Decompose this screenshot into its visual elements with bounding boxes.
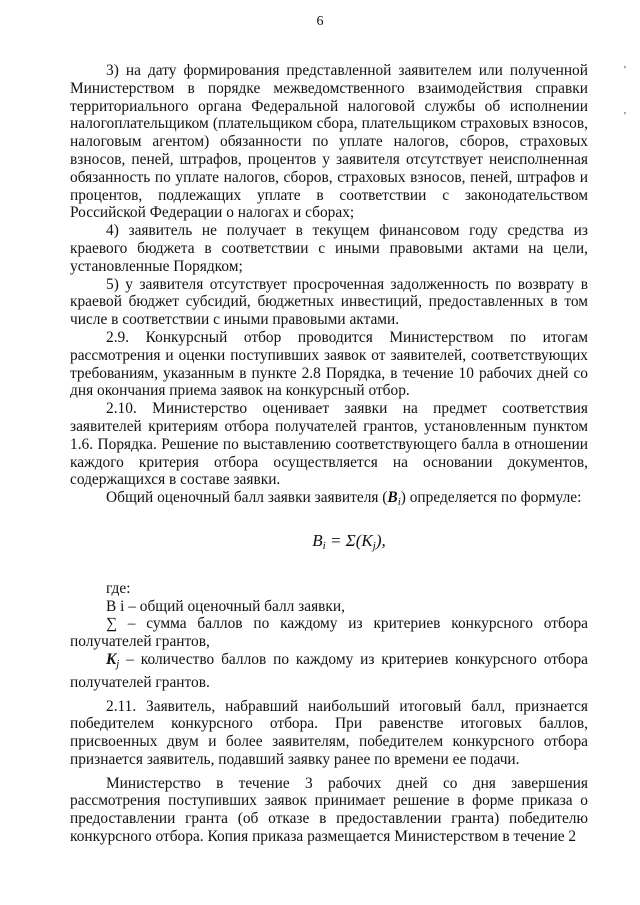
formula-mid-sub: j	[372, 539, 376, 552]
paragraph-item-4: 4) заявитель не получает в текущем финансовом году средства из краевого бюджета в соответствии с иными правовыми актами на цели, установленные Порядком;	[70, 222, 588, 275]
paragraph-score-intro	[70, 489, 588, 512]
page-number: 6	[316, 14, 324, 29]
definition-k	[70, 651, 588, 692]
score-symbol: B	[387, 489, 398, 507]
paragraph-2-11: 2.11. Заявитель, набравший наибольший итоговый балл, признается победителем конкурсного отбора. При равенстве итоговых баллов, присвоенных двум и более заявителям, победителем конкурсного отбора признается заявитель, подавший заявку ранее по времени ее подачи.	[70, 697, 588, 768]
def-k-symbol: K	[106, 650, 117, 668]
definition-sum: ∑ – сумма баллов по каждому из критериев конкурсного отбора получателей грантов,	[70, 615, 588, 651]
formula-lhs: B	[312, 530, 323, 550]
margin-mark: '	[624, 110, 626, 122]
paragraph-item-3: 3) на дату формирования представленной заявителем или полученной Министерством в порядке межведомственного взаимодействия справки территориального органа Федеральной налоговой службы об исполнении налогоплательщиком (плательщиком сбора, плательщиком страховых взносов, налоговым агентом) обязанности по уплате налогов, сборов, страховых взносов, пеней, штрафов, процентов у заявителя отсутствует неисполненная обязанность по уплате налогов, сборов, страховых взносов, пеней, штрафов и процентов, подлежащих уплате в соответствии с законодательством Российской Федерации о налогах и сборах;	[70, 62, 588, 222]
formula	[110, 532, 588, 556]
paragraph-2-9: 2.9. Конкурсный отбор проводится Министерством по итогам рассмотрения и оценки поступивших заявок от заявителей, соответствующих требованиям, указанным в пункте 2.8 Порядка, в течение 10 рабочих дней со дня окончания приема заявок на конкурсный отбор.	[70, 328, 588, 400]
formula-lhs-sub: i	[322, 539, 326, 552]
formula-mid: = Σ(K	[325, 530, 373, 550]
score-symbol-sub: i	[397, 496, 401, 509]
margin-mark: '	[624, 64, 626, 76]
definition-b: B i – общий оценочный балл заявки,	[106, 597, 345, 615]
paragraph-2-10: 2.10. Министерство оценивает заявки на предмет соответствия заявителей критериям отбора получателей грантов, установленным пунктом 1.6. Порядка. Решение по выставлению соответствующего балла в отношении каждого критерия отбора осуществляется на основании документов, содержащихся в составе заявки.	[70, 400, 588, 489]
where-label: где:	[106, 579, 131, 597]
def-k-text: – количество баллов по каждому из критериев конкурсного отбора получателей грантов.	[70, 650, 588, 691]
score-intro-b: ) определяется по формуле:	[400, 489, 582, 507]
def-k-sub: j	[116, 657, 120, 670]
score-intro-a: Общий оценочный балл заявки заявителя (	[106, 489, 388, 507]
formula-end: ),	[375, 530, 386, 550]
paragraph-last: Министерство в течение 3 рабочих дней со дня завершения рассмотрения поступивших заявок принимает решение в форме приказа о предоставлении гранта (об отказе в предоставлении гранта) победителю конкурсного отбора. Копия приказа размещается Министерством в течение 2	[70, 774, 588, 846]
paragraph-item-5: 5) у заявителя отсутствует просроченная задолженность по возврату в краевой бюджет субсидий, бюджетных инвестиций, предоставленных в том числе в соответствии с иными правовыми актами.	[70, 275, 588, 329]
body-text	[70, 62, 588, 846]
